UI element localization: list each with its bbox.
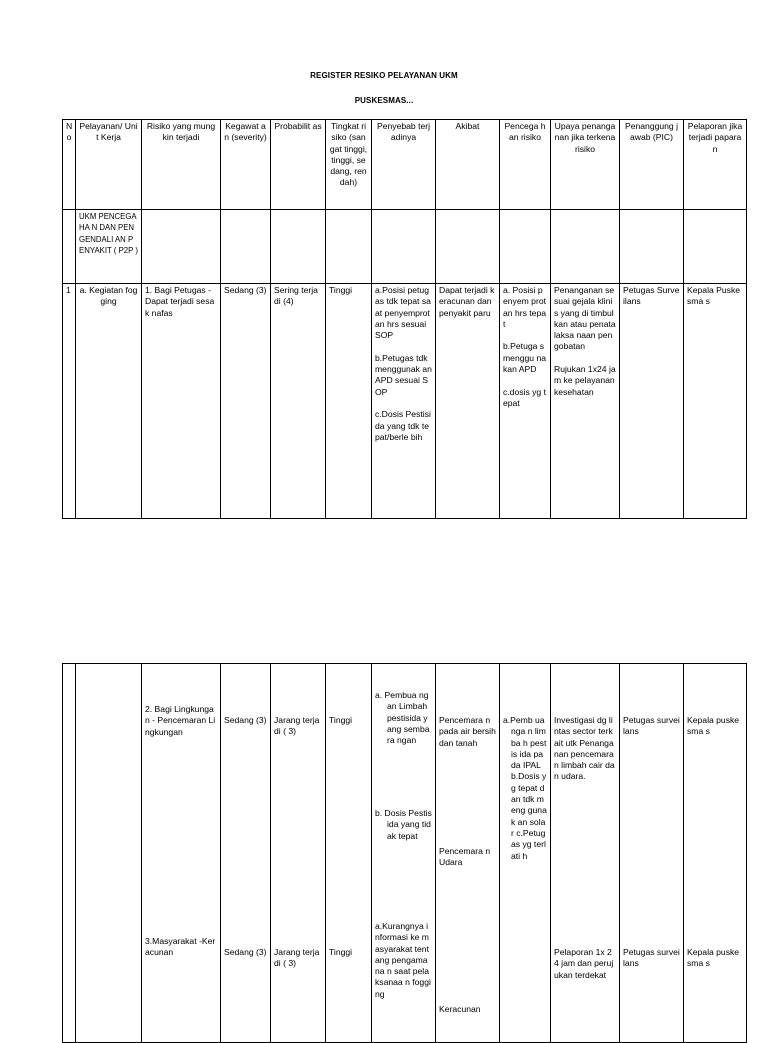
row3-tingkat: Tinggi	[329, 947, 353, 957]
row-risiko: 1. Bagi Petugas - Dapat terjadi sesak nafas	[142, 284, 221, 519]
row-pic: Petugas Surveilans	[620, 284, 684, 519]
row2-tingkat: Tinggi	[329, 715, 353, 725]
row-upaya: Penanganan sesuai gejala klinis yang di timbulkan atau penatalaksa naan pengobatan Rujukan 1x24 jam ke pelayanan kesehatan	[551, 284, 620, 519]
row3-kegawatan: Sedang (3)	[224, 947, 267, 957]
header-row	[63, 120, 747, 210]
header-pencegahan: Pencega han risiko	[500, 120, 551, 210]
header-probabilitas: Probabilit as	[271, 120, 326, 210]
row2-pencegahan: a.Pemb uanga n limba h pestis ida pada IPAL b.Dosis yg tepat dan tdk meng gunak an solar c.Petug as yg terlati h	[503, 715, 547, 861]
section-label: UKM PENCEGAHA N DAN PENGENDALI AN PENYAKIT ( P2P )	[76, 210, 142, 284]
row3-penyebab: a.Kurangnya informasi ke masyarakat tentang pengamana n saat pelaksanaa n fogging	[375, 921, 431, 999]
row2-akibat-b: Pencemara n Udara	[439, 846, 491, 868]
row2-probabilitas: Jarang terjadi ( 3)	[274, 715, 320, 737]
row2-penyebab-a: a. Pembua ngan Limbah pestisida yang sembara ngan	[375, 690, 430, 746]
row3-akibat: Keracunan	[439, 1004, 481, 1014]
row-pelaporan: Kepala Puskesma s	[684, 284, 747, 519]
document-title: REGISTER RESIKO PELAYANAN UKM	[310, 71, 458, 80]
header-kegawatan: Kegawat an (severity)	[221, 120, 271, 210]
table-row	[63, 284, 747, 519]
row-no: 1	[63, 284, 76, 519]
document-subtitle: PUSKESMAS...	[354, 96, 414, 105]
header-pelaporan: Pelaporan jika terjadi paparan	[684, 120, 747, 210]
header-pic: Penanggung jawab (PIC)	[620, 120, 684, 210]
header-unit: Pelayanan/ Unit Kerja	[76, 120, 142, 210]
row2-akibat-a: Pencemara n pada air bersih dan tanah	[439, 715, 496, 748]
header-tingkat: Tingkat risiko (sangat tinggi, tinggi, sedang, rendah)	[326, 120, 372, 210]
header-penyebab: Penyebab terjadinya	[372, 120, 436, 210]
row2-kegawatan: Sedang (3)	[224, 715, 267, 725]
row2-risiko: 2. Bagi Lingkungan - Pencemaran Lingkungan	[145, 704, 216, 737]
row-akibat: Dapat terjadi keracunan dan penyakit paru	[436, 284, 500, 519]
row-kegawatan: Sedang (3)	[221, 284, 271, 519]
table-row	[63, 664, 747, 1043]
row-probabilitas: Sering terjadi (4)	[271, 284, 326, 519]
row-tingkat: Tinggi	[326, 284, 372, 519]
header-akibat: Akibat	[436, 120, 500, 210]
header-risiko: Risiko yang mungkin terjadi	[142, 120, 221, 210]
row-pencegahan: a. Posisi penyem protan hrs tepat b.Petuga s menggu nakan APD c.dosis yg tepat	[500, 284, 551, 519]
row2-pic: Petugas surveilans	[623, 715, 680, 737]
row3-probabilitas: Jarang terjadi ( 3)	[274, 947, 320, 969]
header-no: N o	[63, 120, 76, 210]
row3-pelaporan: Kepala puskesma s	[687, 947, 740, 969]
row-penyebab: a.Posisi petugas tdk tepat saat penyemprot an hrs sesuai SOP b.Petugas tdk menggunak an APD sesuai SOP c.Dosis Pestisida yang tdk tepat/berle bih	[372, 284, 436, 519]
header-upaya: Upaya penanganan jika terkena risiko	[551, 120, 620, 210]
row3-pic: Petugas surveilans	[623, 947, 680, 969]
row2-upaya: Investigasi dg lintas sector terkait utk Penanganan pencemaran limbah cair dan udara.	[554, 715, 615, 782]
row3-upaya: Pelaporan 1x 24 jam dan perujukan terdekat	[554, 947, 614, 980]
row2-pelaporan: Kepala puskesma s	[687, 715, 740, 737]
row3-risiko: 3.Masyarakat -Keracunan	[145, 936, 216, 958]
row2-penyebab-b: b. Dosis Pestisida yang tidak tepat	[375, 808, 432, 841]
risk-register-table-continued	[62, 663, 747, 1043]
section-row	[63, 210, 747, 284]
risk-register-table	[62, 119, 747, 519]
row-unit: a. Kegiatan fogging	[76, 284, 142, 519]
